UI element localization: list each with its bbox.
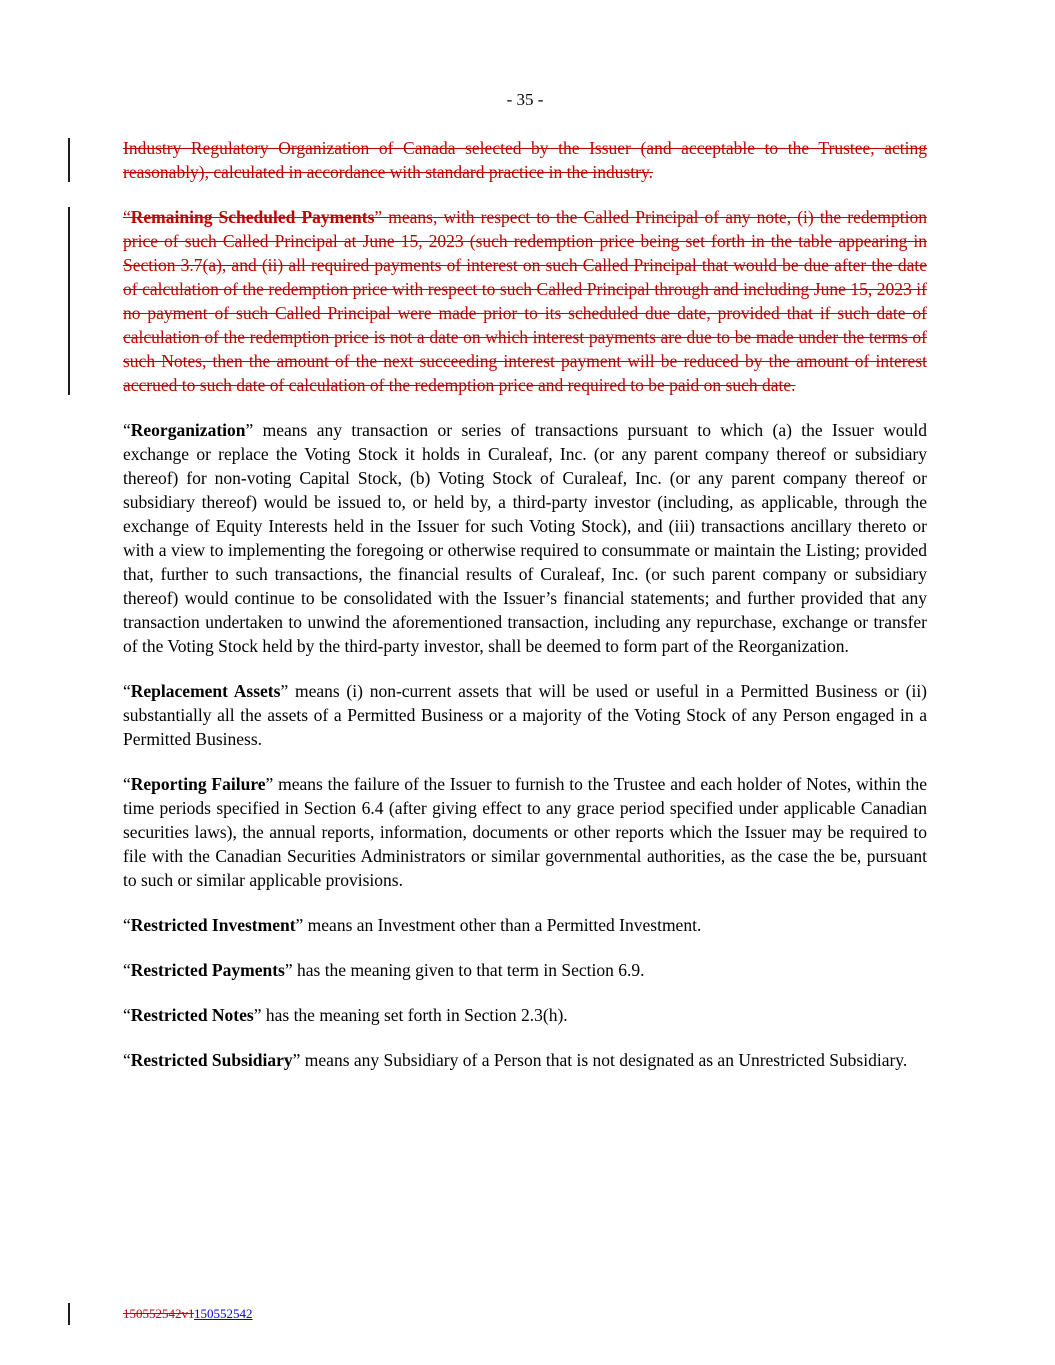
defined-term: Restricted Investment	[130, 915, 296, 935]
defined-term: Restricted Payments	[130, 960, 285, 980]
paragraph-text: “	[123, 1005, 131, 1025]
paragraph-text: “	[123, 1050, 131, 1070]
paragraph-text: “	[123, 420, 131, 440]
defined-term: Restricted Subsidiary	[130, 1050, 293, 1070]
para-restricted-notes	[123, 1003, 927, 1027]
paragraph-text: “	[123, 915, 131, 935]
para-restricted-investment	[123, 913, 927, 937]
para-reorganization	[123, 418, 927, 658]
paragraph-text: “	[123, 207, 131, 227]
paragraph-text: ” has the meaning set forth in Section 2.3(h).	[253, 1005, 568, 1025]
defined-term: Replacement Assets	[130, 681, 281, 701]
footer-docid-inserted[interactable]: 150552542	[194, 1306, 253, 1321]
para-remaining-scheduled-payments-deleted	[123, 205, 927, 397]
paragraph-text: “	[123, 960, 131, 980]
change-bar	[68, 138, 70, 182]
change-bar	[68, 207, 70, 395]
page-number: - 35 -	[506, 90, 544, 109]
paragraph-text: ” means any transaction or series of transactions pursuant to which (a) the Issuer would exchange or replace the Voting Stock it holds in Curaleaf, Inc. (or any parent company thereof or subsidiary thereof) for non-voting Capital Stock, (b) Voting Stock of Curaleaf, Inc. (or any parent company thereof or subsidiary thereof) would be issued to, or held by, a third-party investor (including, as applicable, through the exchange of Equity Interests held in the Issuer for such Voting Stock), and (iii) transactions ancillary thereto or with a view to implementing the foregoing or otherwise required to consummate or maintain the Listing; provided that, further to such transactions, the financial results of Curaleaf, Inc. (or such parent company or subsidiary thereof) would continue to be consolidated with the Issuer’s financial statements; and further provided that any transaction undertaken to unwind the aforementioned transaction, including any repurchase, exchange or transfer of the Voting Stock held by the third-party investor, shall be deemed to form part of the Reorganization.	[123, 420, 927, 656]
paragraph-text: ” means any Subsidiary of a Person that is not designated as an Unrestricted Subsidiary.	[292, 1050, 908, 1070]
footer-docid-deleted: 150552542v1	[123, 1306, 195, 1321]
document-content	[123, 88, 927, 1093]
paragraph-text: ” has the meaning given to that term in Section 6.9.	[284, 960, 645, 980]
change-bar	[68, 1303, 70, 1325]
para-reporting-failure	[123, 772, 927, 892]
para-restricted-payments	[123, 958, 927, 982]
paragraph-text: ” means, with respect to the Called Principal of any note, (i) the redemption price of such Called Principal at June 15, 2023 (such redemption price being set forth in the table appearing in Section 3.7(a), and (ii) all required payments of interest on such Called Principal that would be due after the date of calculation of the redemption price with respect to such Called Principal through and including June 15, 2023 if no payment of such Called Principal were made prior to its scheduled due date, provided that if such date of calculation of the redemption price is not a date on which interest payments are due to be made under the terms of such Notes, then the amount of the next succeeding interest payment will be reduced by the amount of interest accrued to such date of calculation of the redemption price and required to be paid on such date.	[123, 207, 928, 395]
paragraph-text: “	[123, 681, 131, 701]
defined-term: Reporting Failure	[130, 774, 266, 794]
para-industry-regulatory-deleted	[123, 136, 927, 184]
para-restricted-subsidiary	[123, 1048, 927, 1072]
paragraph-text: ” means (i) non-current assets that will be used or useful in a Permitted Business or (ii) substantially all the assets of a Permitted Business or a majority of the Voting Stock of any Person engaged in a Permitted Business.	[123, 681, 928, 749]
paragraph-text: “	[123, 774, 131, 794]
para-replacement-assets	[123, 679, 927, 751]
defined-term: Restricted Notes	[130, 1005, 254, 1025]
document-body	[123, 136, 927, 1072]
paragraph-text: ” means an Investment other than a Permitted Investment.	[295, 915, 702, 935]
document-footer	[123, 1305, 253, 1323]
paragraph-text: ” means the failure of the Issuer to furnish to the Trustee and each holder of Notes, within the time periods specified in Section 6.4 (after giving effect to any grace period specified under applicable Canadian securities laws), the annual reports, information, documents or other reports which the Issuer may be required to file with the Canadian Securities Administrators or similar governmental authorities, as the case the be, pursuant to such or similar applicable provisions.	[123, 774, 928, 890]
defined-term: Remaining Scheduled Payments	[130, 207, 375, 227]
paragraph-text: Industry Regulatory Organization of Canada selected by the Issuer (and acceptable to the Trustee, acting reasonably), calculated in accordance with standard practice in the industry.	[123, 138, 927, 182]
defined-term: Reorganization	[130, 420, 246, 440]
